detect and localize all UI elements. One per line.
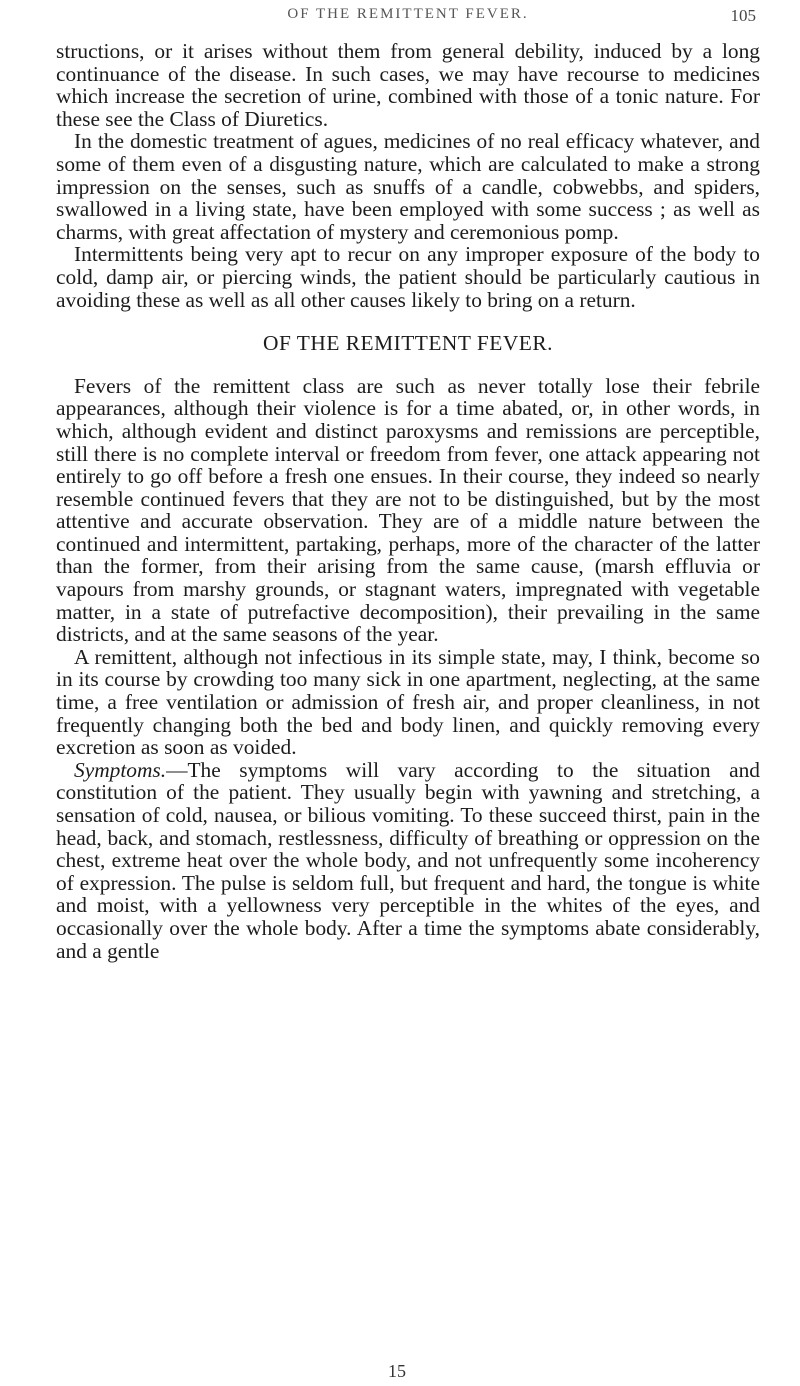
- paragraph-symptoms: [56, 759, 760, 962]
- symptoms-text: —The symptoms will vary according to the situation and constitution of the patient. They usually begin with yawning and stretching, a sensation of cold, nausea, or bilious vomiting. To these succeed thirst, pain in the head, back, and stomach, restlessness, difficulty of breathing or oppression on the chest, extreme heat over the whole body, and not unfrequently some incoherency of expression. The pulse is seldom full, but frequent and hard, the tongue is white and moist, with a yellowness very perceptible in the whites of the eyes, and occasionally over the whole body. After a time the symptoms abate considerably, and a gentle: [56, 757, 760, 963]
- paragraph-continued: structions, or it arises without them from general debility, induced by a long continuance of the disease. In such cases, we may have recourse to medicines which increase the secretion of urine, combined with those of a tonic nature. For these see the Class of Diuretics.: [56, 39, 760, 131]
- paragraph-remittent-class: Fevers of the remittent class are such as never totally lose their febrile appearances, although their violence is for a time abated, or, in other words, in which, although evident and distinct paroxysms and remissions are perceptible, still there is no complete interval or freedom from fever, one attack appearing not entirely to go off before a fresh one ensues. In their course, they indeed so nearly resemble continued fevers that they are not to be distinguished, but by the most attentive and accurate observation. They are of a middle nature between the continued and intermittent, partaking, perhaps, more of the character of the latter than the former, from their arising from the same cause, (marsh effluvia or vapours from marshy grounds, or stagnant waters, impregnated with vegetable matter, in a state of putrefactive decomposition), their prevailing in the same districts, and at the same seasons of the year.: [56, 373, 760, 647]
- book-page: [56, 0, 760, 1386]
- page-number: 105: [730, 6, 756, 25]
- running-head: [56, 6, 760, 28]
- paragraph-domestic-treatment: In the domestic treatment of agues, medicines of no real efficacy whatever, and some of them even of a disgusting nature, which are calculated to make a strong impression on the senses, such as snuffs of a candle, cobwebbs, and spiders, swallowed in a living state, have been employed with some success ; as well as charms, with great affectation of mystery and ceremonious pomp.: [56, 129, 760, 244]
- running-title: OF THE REMITTENT FEVER.: [287, 6, 529, 22]
- section-heading: OF THE REMITTENT FEVER.: [263, 331, 553, 356]
- symptoms-run-in-heading: Symptoms.: [74, 757, 167, 782]
- signature-mark: 15: [388, 1361, 406, 1381]
- paragraph-intermittents: Intermittents being very apt to recur on any improper exposure of the body to cold, damp air, or piercing winds, the patient should be particularly cautious in avoiding these as well as all other causes likely to bring on a return.: [56, 242, 760, 312]
- paragraph-infectious: A remittent, although not infectious in its simple state, may, I think, become so in its course by crowding too many sick in one apartment, neglecting, at the same time, a free ventilation or admission of fresh air, and proper cleanliness, in not frequently changing both the bed and body linen, and quickly removing every excretion as soon as voided.: [56, 644, 760, 760]
- body-text: [56, 40, 760, 962]
